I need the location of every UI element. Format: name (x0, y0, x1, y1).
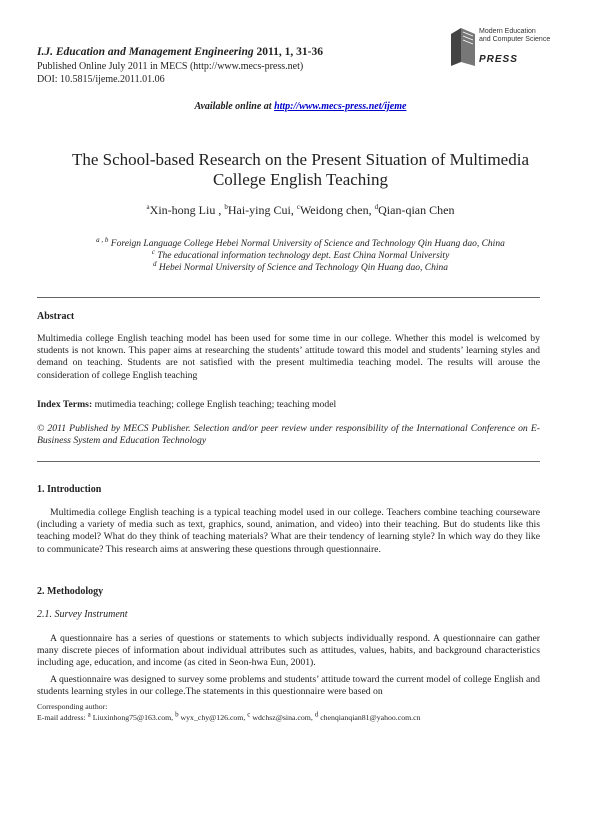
divider (37, 297, 540, 298)
intro-text: Multimedia college English teaching is a typical teaching model used in our college. Teachers combine teaching courseware (including a variety of media such as text, graphics, sound, animation, and video) into their teaching. But do students like this teaching model? What do they think of teaching materials? What are their tendency of learning style? In which way do they like to communicate? This research aims at answering these questions through questionnaire. (37, 507, 540, 555)
email-address: wdchsz@sina.com, (252, 713, 313, 722)
book-icon (449, 26, 477, 68)
intro-heading: 1. Introduction (37, 484, 102, 495)
logo-text: Modern Education and Computer Science (479, 28, 551, 43)
author-name: Qian-qian Chen (378, 203, 455, 217)
available-online: Available online at http://www.mecs-press.net/ijeme (194, 101, 407, 112)
footnote-label: Corresponding author: (37, 702, 108, 711)
affiliation: $^c$ The educational information technology dept. East China Normal University (151, 247, 450, 261)
author-name: Weidong chen, (299, 203, 372, 217)
published-line: Published Online July 2011 in MECS (http://www.mecs-press.net) (37, 61, 304, 72)
author-name: Xin-hong Liu , (149, 203, 222, 217)
methodology-para-1: A questionnaire has a series of questions or statements to which subjects individually respond. A questionnaire can gather many discrete pieces of information about individual attributes such as attitudes, values, habits, and background characteristics including age, education, and income (as cited in Seon-hwa Eun, 2001). (37, 633, 540, 669)
email-address: Liuxinhong75@163.com, (92, 713, 174, 722)
index-terms: Index Terms: mutimedia teaching; college English teaching; teaching model (37, 399, 337, 410)
logo-press: PRESS (479, 54, 518, 65)
affiliation: $^d$ Hebei Normal University of Science and Technology Qin Huang dao, China (153, 259, 448, 273)
abstract-text: Multimedia college English teaching model has been used for some time in our college. Whether this model is welcomed by students is not known. This paper aims at researching the students’ attitude toward this model and students’ learning styles and demand on teaching. Students are not satisfied with the present multimedia teaching model. The results will arouse the consideration of college English teaching (37, 333, 540, 381)
journal-title (37, 46, 323, 58)
abstract-heading: Abstract (37, 311, 75, 322)
author-list: $^a$Xin-hong Liu , $^b$Hai-ying Cui, $^c$Weidong chen, $^d$Qian-qian Chen (146, 203, 455, 217)
methodology-heading: 2. Methodology (37, 586, 104, 597)
divider (37, 461, 540, 462)
email-address: chenqianqian81@yahoo.com.cn (320, 713, 421, 722)
journal-link[interactable]: http://www.mecs-press.net/ijeme (274, 101, 407, 112)
journal-name: I.J. Education and Management Engineering (37, 46, 254, 58)
methodology-para-2: A questionnaire was designed to survey some problems and students’ attitude toward the current model of college English and students learning styles in our college.The statements in this questionnaire were based on (37, 674, 540, 698)
affiliation: $^{a , b}$ Foreign Language College Hebei Normal University of Science and Technology Qin Huang dao, China (96, 235, 505, 249)
author-name: Hai-ying Cui, (227, 203, 294, 217)
email-address: wyx_chy@126.com, (180, 713, 246, 722)
paper-title: The School-based Research on the Present Situation of Multimedia College English Teaching (71, 150, 529, 189)
publisher-logo (449, 22, 561, 84)
copyright-notice: © 2011 Published by MECS Publisher. Selection and/or peer review under responsibility of the International Conference on E-Business System and Education Technology (37, 423, 540, 447)
survey-subheading: 2.1. Survey Instrument (37, 609, 128, 620)
footnote-emails: E-mail address: $^a$ Liuxinhong75@163.com, $^b$ wyx_chy@126.com, $^c$ wdchsz@sina.com, $^d$ chenqianqian81@yahoo.com.cn (37, 710, 421, 722)
doi-line: DOI: 10.5815/ijeme.2011.01.06 (37, 74, 165, 85)
journal-volume: 2011, 1, 31-36 (256, 46, 323, 58)
